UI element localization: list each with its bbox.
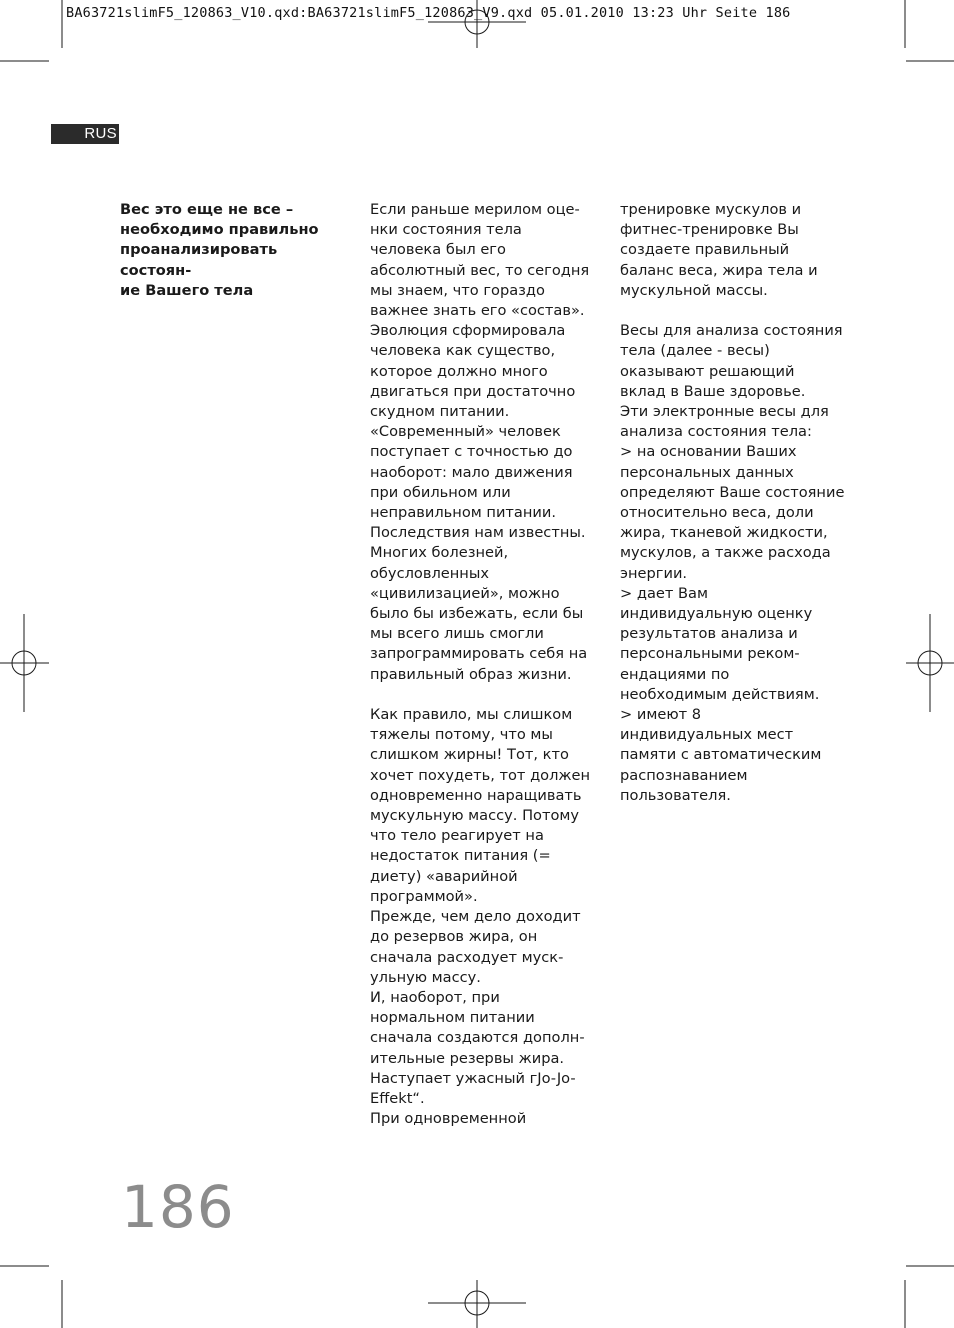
text-line: относительно веса, доли xyxy=(620,504,814,522)
column2-paragraph-1 xyxy=(370,200,600,685)
text-line: ие Вашего тела xyxy=(120,281,254,299)
text-line: человека как существо, xyxy=(370,342,556,360)
text-line: поступает с точностью до xyxy=(370,443,573,461)
text-line: Эти электронные весы для xyxy=(620,403,829,421)
text-line: двигаться при достаточно xyxy=(370,382,576,400)
text-line: жира, тканевой жидкости, xyxy=(620,524,828,542)
text-line: анализа состояния тела: xyxy=(620,423,812,441)
text-line: что тело реагирует на xyxy=(370,827,544,845)
text-line: тела (далее - весы) xyxy=(620,342,770,360)
text-line: мы знаем, что гораздо xyxy=(370,281,545,299)
text-line: Наступает ужасный гJo-Jo- xyxy=(370,1069,576,1087)
text-line: персональными реком- xyxy=(620,645,800,663)
text-line: скудном питании. xyxy=(370,403,510,421)
text-line: сначала создаются дополн- xyxy=(370,1029,585,1047)
text-line: фитнес-тренировке Вы xyxy=(620,221,799,239)
column3-paragraph-2 xyxy=(620,321,856,806)
text-line: Весы для анализа состояния xyxy=(620,322,843,340)
text-line: абсолютный вес, то сегодня xyxy=(370,261,590,279)
text-line: > на основании Ваших xyxy=(620,443,797,461)
page-number: 186 xyxy=(121,1173,235,1241)
text-line: Effekt“. xyxy=(370,1089,425,1107)
text-line: распознаванием xyxy=(620,766,748,784)
text-line: «Современный» человек xyxy=(370,423,561,441)
text-line: мы всего лишь смогли xyxy=(370,625,544,643)
text-line: персональных данных xyxy=(620,463,794,481)
text-line: правильный образ жизни. xyxy=(370,665,572,683)
text-line: пользователя. xyxy=(620,786,731,804)
text-line: мускульную массу. Потому xyxy=(370,807,580,825)
text-line: ендациями по xyxy=(620,665,730,683)
text-line: > дает Вам xyxy=(620,584,708,602)
text-line: необходимо правильно xyxy=(120,221,319,239)
text-line: мускулов, а также расхода xyxy=(620,544,831,562)
text-column-2 xyxy=(370,200,600,1129)
text-line: человека был его xyxy=(370,241,506,259)
text-line: Если раньше мерилом оце- xyxy=(370,201,580,218)
text-line: хочет похудеть, тот должен xyxy=(370,766,591,784)
language-tab xyxy=(51,124,119,144)
text-line: диету) «аварийной xyxy=(370,867,518,885)
text-line: ительные резервы жира. xyxy=(370,1049,565,1067)
text-line: одновременно наращивать xyxy=(370,786,582,804)
text-line: энергии. xyxy=(620,564,688,582)
text-line: нки состояния тела xyxy=(370,221,522,239)
text-line: тяжелы потому, что мы xyxy=(370,726,553,744)
text-line: И, наоборот, при xyxy=(370,988,500,1006)
text-line: Прежде, чем дело доходит xyxy=(370,908,581,926)
text-line: Как правило, мы слишком xyxy=(370,706,573,724)
text-line: слишком жирны! Тот, кто xyxy=(370,746,569,764)
text-line: ульную массу. xyxy=(370,968,481,986)
text-line: баланс веса, жира тела и xyxy=(620,261,818,279)
text-line: сначала расходует муск- xyxy=(370,948,564,966)
text-line: недостаток питания (= xyxy=(370,847,551,865)
text-line: запрограммировать себя на xyxy=(370,645,588,663)
text-line: мускульной массы. xyxy=(620,281,768,299)
text-line: нормальном питании xyxy=(370,1009,535,1027)
text-line: индивидуальных мест xyxy=(620,726,794,744)
text-line: Вес это еще не все – xyxy=(120,201,294,218)
text-line: индивидуальную оценку xyxy=(620,605,813,623)
language-tab-label: RUS xyxy=(84,125,117,142)
text-line: Последствия нам известны. xyxy=(370,524,586,542)
text-line: памяти с автоматическим xyxy=(620,746,822,764)
text-line: Многих болезней, xyxy=(370,544,509,562)
text-line: результатов анализа и xyxy=(620,625,798,643)
text-column-3 xyxy=(620,200,856,806)
text-line: наоборот: мало движения xyxy=(370,463,573,481)
text-line: неправильном питании. xyxy=(370,504,557,522)
text-line: создаете правильный xyxy=(620,241,790,259)
text-line: программой». xyxy=(370,887,478,905)
text-line: необходимым действиям. xyxy=(620,685,820,703)
text-line: При одновременной xyxy=(370,1110,527,1128)
text-line: проанализировать состоян- xyxy=(120,241,278,279)
text-line: которое должно много xyxy=(370,362,548,380)
text-line: вклад в Ваше здоровье. xyxy=(620,382,806,400)
column2-paragraph-2 xyxy=(370,705,600,1129)
column3-paragraph-1 xyxy=(620,200,856,301)
text-line: при обильном или xyxy=(370,483,511,501)
text-line: > имеют 8 xyxy=(620,706,702,724)
text-line: до резервов жира, он xyxy=(370,928,538,946)
text-line: обусловленных xyxy=(370,564,489,582)
heading-lines xyxy=(120,200,350,301)
print-slug-line: BA63721slimF5_120863_V10.qxd:BA63721slimF5_120863_V9.qxd 05.01.2010 13:23 Uhr Seite 186 xyxy=(66,5,791,21)
text-line: Эволюция сформировала xyxy=(370,322,566,340)
text-line: было бы избежать, если бы xyxy=(370,605,584,623)
text-line: «цивилизацией», можно xyxy=(370,584,560,602)
text-line: тренировке мускулов и xyxy=(620,201,802,218)
section-heading xyxy=(120,200,350,301)
text-line: определяют Ваше состояние xyxy=(620,483,845,501)
text-line: оказывают решающий xyxy=(620,362,795,380)
text-line: важнее знать его «состав». xyxy=(370,302,585,320)
